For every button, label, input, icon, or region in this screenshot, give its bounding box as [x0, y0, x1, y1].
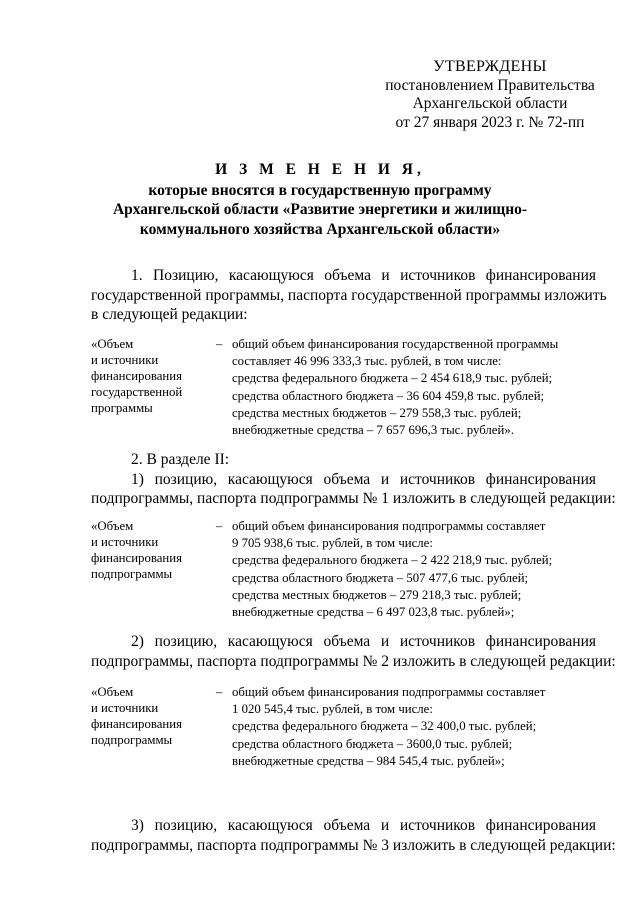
block-dash: –: [216, 685, 223, 699]
label-line: «Объем: [91, 685, 134, 699]
block-dash: –: [216, 519, 223, 533]
body-line: средства местных бюджетов – 279 558,3 тыс. рублей;: [232, 405, 522, 420]
body-line: средства федерального бюджета – 2 422 218,9 тыс. рублей;: [232, 553, 553, 568]
label-line: и источники: [91, 353, 159, 367]
body-line: средства местных бюджетов – 279 218,3 тыс. рублей;: [232, 587, 522, 602]
heading-line: Архангельской области «Развитие энергетики и жилищно-: [112, 201, 528, 218]
item-2-paragraph: [91, 450, 616, 509]
section-title: 2. В разделе II:: [131, 451, 230, 468]
body-line: общий объем финансирования государственной программы: [232, 337, 559, 351]
paragraph-line: в следующей редакции:: [91, 306, 248, 323]
approval-stamp: [380, 58, 600, 132]
body-line: средства федерального бюджета – 2 454 618,9 тыс. рублей;: [232, 371, 553, 386]
body-line: 1 020 545,4 тыс. рублей, в том числе:: [232, 702, 433, 717]
body-line: внебюджетные средства – 7 657 696,3 тыс. рублей».: [232, 423, 514, 438]
paragraph-line: государственной программы, паспорта государственной программы изложить: [91, 286, 607, 304]
paragraph-line: подпрограммы, паспорта подпрограммы № 3 изложить в следующей редакции:: [91, 836, 616, 854]
label-line: подпрограммы: [91, 733, 173, 747]
block-body: [232, 518, 592, 621]
approval-line: от 27 января 2023 г. № 72-пп: [395, 113, 585, 131]
paragraph-line: подпрограммы, паспорта подпрограммы № 2 изложить в следующей редакции:: [91, 652, 616, 670]
block-body: [232, 336, 592, 439]
body-line: средства областного бюджета – 3600,0 тыс. рублей;: [232, 736, 513, 751]
body-line: внебюджетные средства – 984 545,4 тыс. рублей»;: [232, 753, 505, 768]
item-1-paragraph: [91, 266, 607, 325]
body-line: составляет 46 996 333,3 тыс. рублей, в том числе:: [232, 354, 502, 369]
approval-line: Архангельской области: [412, 95, 568, 112]
label-line: финансирования: [91, 369, 182, 383]
label-line: «Объем: [91, 337, 134, 351]
paragraph-line: 1) позицию, касающуюся объема и источников финансирования: [131, 470, 596, 488]
label-line: и источники: [91, 701, 159, 715]
label-line: государственной: [91, 385, 183, 399]
body-line: общий объем финансирования подпрограммы составляет: [232, 519, 546, 533]
block-label: [91, 518, 201, 582]
block-label: [91, 684, 201, 748]
block-body: [232, 684, 592, 770]
document-heading: [40, 160, 600, 239]
paragraph-line: 3) позицию, касающуюся объема и источников финансирования: [131, 817, 596, 834]
body-line: средства федерального бюджета – 32 400,0 тыс. рублей;: [232, 719, 537, 734]
heading-line: которые вносятся в государственную программу: [148, 181, 492, 199]
label-line: финансирования: [91, 551, 182, 565]
label-line: подпрограммы: [91, 567, 173, 581]
label-line: финансирования: [91, 717, 182, 731]
label-line: и источники: [91, 535, 159, 549]
body-line: средства областного бюджета – 507 477,6 тыс. рублей;: [232, 570, 529, 585]
block-label: [91, 336, 201, 416]
paragraph-line: подпрограммы, паспорта подпрограммы № 1 изложить в следующей редакции:: [91, 490, 616, 507]
heading-title: И З М Е Н Е Н И Я,: [215, 161, 425, 178]
body-line: средства областного бюджета – 36 604 459,8 тыс. рублей;: [232, 388, 545, 403]
body-line: общий объем финансирования подпрограммы составляет: [232, 685, 546, 699]
label-line: «Объем: [91, 519, 134, 533]
approval-title: УТВЕРЖДЕНЫ: [433, 58, 547, 75]
body-line: внебюджетные средства – 6 497 023,8 тыс. рублей»;: [232, 605, 515, 620]
block-dash: –: [216, 337, 223, 351]
item-2-3-paragraph: [91, 816, 616, 855]
label-line: программы: [91, 401, 153, 415]
heading-line: коммунального хозяйства Архангельской области»: [139, 220, 501, 238]
paragraph-line: 2) позицию, касающуюся объема и источников финансирования: [131, 633, 596, 650]
approval-line: постановлением Правительства: [385, 76, 595, 94]
body-line: 9 705 938,6 тыс. рублей, в том числе:: [232, 536, 433, 551]
paragraph-line: 1. Позицию, касающуюся объема и источников финансирования: [131, 267, 596, 284]
item-2-2-paragraph: [91, 632, 616, 671]
